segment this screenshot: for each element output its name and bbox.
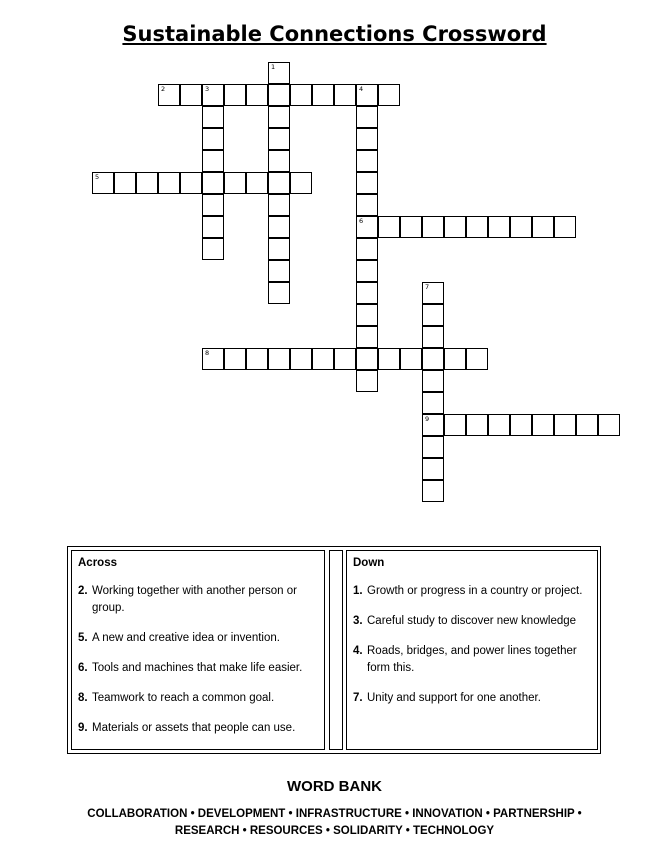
- clue-number: 1.: [353, 585, 363, 597]
- crossword-cell[interactable]: [92, 172, 114, 194]
- crossword-cell[interactable]: [532, 216, 554, 238]
- crossword-cell[interactable]: [202, 106, 224, 128]
- crossword-cell[interactable]: [246, 84, 268, 106]
- clue-number: 8.: [78, 692, 88, 704]
- crossword-cell[interactable]: [268, 194, 290, 216]
- crossword-cell[interactable]: [598, 414, 620, 436]
- clue-text: A new and creative idea or invention.: [92, 632, 280, 644]
- clue-text: Materials or assets that people can use.: [92, 722, 296, 734]
- clue-number-label: 8: [205, 349, 210, 357]
- crossword-cell[interactable]: [224, 172, 246, 194]
- crossword-cell[interactable]: [334, 348, 356, 370]
- word-bank-line: RESEARCH • RESOURCES • SOLIDARITY • TECHNOLOGY: [174, 825, 495, 837]
- crossword-cell[interactable]: [554, 216, 576, 238]
- clue-text: Growth or progress in a country or project.: [367, 585, 583, 597]
- clue-number-label: 4: [359, 85, 364, 93]
- crossword-cell[interactable]: [422, 458, 444, 480]
- clue-number: 3.: [353, 615, 363, 627]
- crossword-cell[interactable]: [356, 150, 378, 172]
- clue-number: 4.: [353, 645, 363, 657]
- crossword-cell[interactable]: [202, 84, 224, 106]
- crossword-cell[interactable]: [312, 348, 334, 370]
- crossword-cell[interactable]: [202, 194, 224, 216]
- word-bank-heading: WORD BANK: [287, 778, 382, 795]
- crossword-cell[interactable]: [422, 414, 444, 436]
- crossword-cell[interactable]: [444, 414, 466, 436]
- across-clue: [78, 630, 318, 647]
- crossword-cell[interactable]: [422, 370, 444, 392]
- crossword-cell[interactable]: [268, 150, 290, 172]
- crossword-cell[interactable]: [554, 414, 576, 436]
- clue-number-label: 6: [359, 217, 364, 225]
- clue-number: 6.: [78, 662, 88, 674]
- crossword-cell[interactable]: [466, 348, 488, 370]
- crossword-cell[interactable]: [356, 216, 378, 238]
- crossword-cell[interactable]: [202, 128, 224, 150]
- crossword-cell[interactable]: [444, 216, 466, 238]
- crossword-cell[interactable]: [202, 172, 224, 194]
- clue-text: Working together with another person or group.: [92, 585, 297, 614]
- crossword-cell[interactable]: [136, 172, 158, 194]
- crossword-cell[interactable]: [444, 348, 466, 370]
- crossword-cell[interactable]: [422, 282, 444, 304]
- crossword-cell[interactable]: [246, 348, 268, 370]
- crossword-cell[interactable]: [356, 326, 378, 348]
- down-heading: Down: [353, 557, 385, 569]
- clue-number-label: 9: [425, 415, 430, 423]
- crossword-cell[interactable]: [356, 282, 378, 304]
- clue-text: Unity and support for one another.: [367, 692, 541, 704]
- crossword-cell[interactable]: [510, 414, 532, 436]
- clue-number: 7.: [353, 692, 363, 704]
- crossword-cell[interactable]: [466, 414, 488, 436]
- crossword-cell[interactable]: [158, 84, 180, 106]
- crossword-cell[interactable]: [576, 414, 598, 436]
- crossword-cell[interactable]: [422, 348, 444, 370]
- crossword-cell[interactable]: [356, 194, 378, 216]
- crossword-cell[interactable]: [202, 216, 224, 238]
- across-clues-panel: [71, 550, 325, 750]
- crossword-cell[interactable]: [268, 106, 290, 128]
- clue-number-label: 1: [271, 63, 276, 71]
- crossword-cell[interactable]: [268, 172, 290, 194]
- crossword-cell[interactable]: [290, 172, 312, 194]
- crossword-cell[interactable]: [180, 84, 202, 106]
- down-clue: [353, 690, 591, 707]
- crossword-cell[interactable]: [488, 216, 510, 238]
- word-bank-line: COLLABORATION • DEVELOPMENT • INFRASTRUCTURE • INNOVATION • PARTNERSHIP •: [87, 808, 582, 820]
- page-title: Sustainable Connections Crossword: [122, 22, 547, 46]
- clue-text: Roads, bridges, and power lines together form this.: [367, 645, 577, 674]
- column-divider: [329, 550, 343, 750]
- crossword-cell[interactable]: [334, 84, 356, 106]
- down-clue: [353, 613, 591, 630]
- crossword-cell[interactable]: [180, 172, 202, 194]
- crossword-cell[interactable]: [158, 172, 180, 194]
- crossword-cell[interactable]: [114, 172, 136, 194]
- crossword-cell[interactable]: [268, 216, 290, 238]
- across-clue: [78, 720, 318, 737]
- crossword-cell[interactable]: [268, 128, 290, 150]
- crossword-cell[interactable]: [378, 216, 400, 238]
- crossword-cell[interactable]: [488, 414, 510, 436]
- crossword-cell[interactable]: [268, 260, 290, 282]
- crossword-cell[interactable]: [510, 216, 532, 238]
- crossword-cell[interactable]: [422, 216, 444, 238]
- crossword-cell[interactable]: [356, 370, 378, 392]
- across-heading: Across: [78, 557, 117, 569]
- clue-number-label: 5: [95, 173, 100, 181]
- crossword-cell[interactable]: [422, 304, 444, 326]
- across-clue: [78, 690, 318, 707]
- crossword-cell[interactable]: [356, 128, 378, 150]
- crossword-cell[interactable]: [356, 84, 378, 106]
- crossword-cell[interactable]: [422, 326, 444, 348]
- crossword-cell[interactable]: [202, 150, 224, 172]
- crossword-cell[interactable]: [290, 84, 312, 106]
- crossword-cell[interactable]: [378, 348, 400, 370]
- clue-number-label: 3: [205, 85, 210, 93]
- crossword-cell[interactable]: [422, 436, 444, 458]
- crossword-cell[interactable]: [466, 216, 488, 238]
- clue-number-label: 2: [161, 85, 166, 93]
- clue-text: Careful study to discover new knowledge: [367, 615, 577, 627]
- crossword-cell[interactable]: [356, 348, 378, 370]
- crossword-cell[interactable]: [202, 348, 224, 370]
- crossword-cell[interactable]: [202, 238, 224, 260]
- crossword-cell[interactable]: [356, 106, 378, 128]
- crossword-cell[interactable]: [268, 62, 290, 84]
- crossword-cell[interactable]: [356, 172, 378, 194]
- crossword-cell[interactable]: [378, 84, 400, 106]
- crossword-cell[interactable]: [312, 84, 334, 106]
- clues-box: [67, 546, 601, 754]
- clue-text: Teamwork to reach a common goal.: [92, 692, 275, 704]
- across-clue: [78, 660, 318, 677]
- clue-number: 2.: [78, 585, 88, 597]
- crossword-cell[interactable]: [356, 304, 378, 326]
- clue-number-label: 7: [425, 283, 430, 291]
- crossword-cell[interactable]: [356, 260, 378, 282]
- crossword-cell[interactable]: [224, 348, 246, 370]
- crossword-cell[interactable]: [290, 348, 312, 370]
- crossword-cell[interactable]: [422, 480, 444, 502]
- down-clues-panel: [346, 550, 598, 750]
- crossword-cell[interactable]: [268, 84, 290, 106]
- clue-number: 9.: [78, 722, 88, 734]
- across-clue: [78, 583, 318, 617]
- down-clue: [353, 583, 591, 600]
- crossword-cell[interactable]: [268, 282, 290, 304]
- crossword-cell[interactable]: [532, 414, 554, 436]
- crossword-cell[interactable]: [422, 392, 444, 414]
- crossword-cell[interactable]: [268, 238, 290, 260]
- down-clue: [353, 643, 591, 677]
- crossword-cell[interactable]: [268, 348, 290, 370]
- crossword-cell[interactable]: [224, 84, 246, 106]
- crossword-cell[interactable]: [400, 216, 422, 238]
- clue-number: 5.: [78, 632, 88, 644]
- crossword-cell[interactable]: [246, 172, 268, 194]
- crossword-cell[interactable]: [356, 238, 378, 260]
- crossword-cell[interactable]: [400, 348, 422, 370]
- clue-text: Tools and machines that make life easier.: [92, 662, 303, 674]
